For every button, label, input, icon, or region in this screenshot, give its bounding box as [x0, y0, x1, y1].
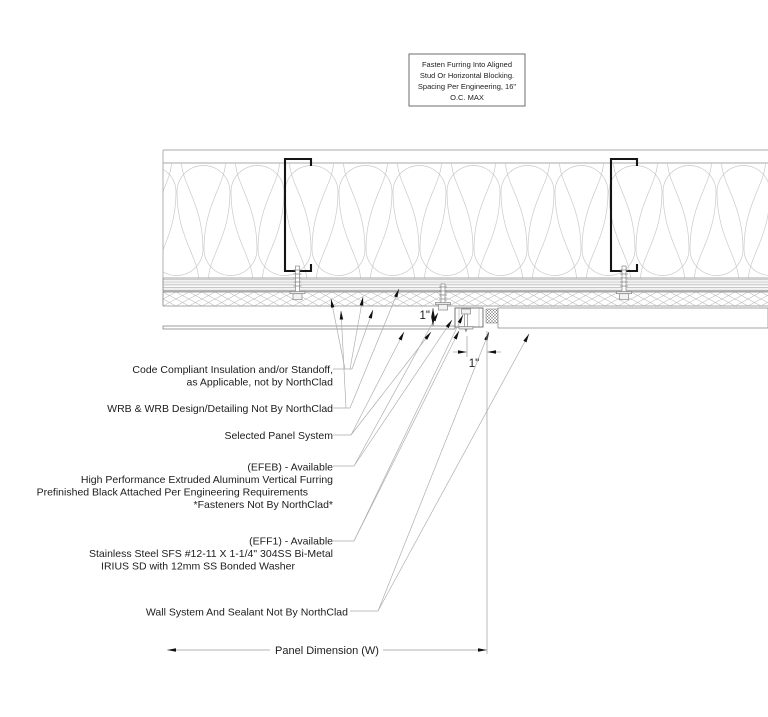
callout-efeb-line1: (EFEB) - Available [247, 461, 333, 474]
leader-line [378, 332, 489, 611]
dim-label-fastener-offset: 1" [468, 358, 480, 370]
callout-wall-system: Wall System And Sealant Not By NorthClad [145, 606, 348, 619]
wrb-layer [163, 278, 768, 291]
callout-eff1-line2: Stainless Steel SFS #12-11 X 1-1/4" 304SS Bi-Metal [89, 548, 333, 560]
leader-line [331, 299, 345, 369]
callout-efeb-line2: High Performance Extruded Aluminum Vertical Furring [80, 474, 333, 486]
leader-line [351, 332, 404, 435]
standoff-insulation-layer [163, 292, 768, 306]
callout-efeb-line3: Prefinished Black Attached Per Engineering Requirements [36, 486, 308, 499]
leader-line [350, 289, 399, 408]
leader-line [354, 313, 438, 466]
batt-insulation [163, 163, 768, 278]
wall-assembly [163, 150, 768, 306]
panel-left [163, 326, 455, 329]
callout-texts [37, 364, 349, 619]
callout-insulation-line1: Code Compliant Insulation and/or Standoff, [132, 364, 333, 376]
callout-eff1-line1: (EFF1) - Available [249, 535, 333, 548]
note-line1: Fasten Furring Into Aligned [421, 60, 513, 69]
callout-insulation-line2: as Applicable, not by NorthClad [186, 376, 333, 389]
callout-panel: Selected Panel System [224, 430, 333, 442]
dim-furring-depth [420, 308, 433, 326]
note-box [409, 54, 525, 106]
leader-line [354, 331, 459, 541]
callout-efeb-line4: *Fasteners Not By NorthClad* [193, 499, 333, 511]
adjacent-wall-system [498, 308, 768, 328]
callout-wrb: WRB & WRB Design/Detailing Not By NorthClad [107, 403, 333, 415]
note-line4: O.C. MAX [450, 93, 484, 102]
leader-line [350, 297, 363, 369]
leader-line [378, 334, 529, 611]
dim-label-panel-width: Panel Dimension (W) [275, 645, 379, 657]
leader-lines [331, 289, 529, 611]
leader-line [354, 315, 463, 541]
leader-line [341, 311, 346, 408]
sealant [486, 309, 498, 323]
dim-fastener-offset [453, 336, 501, 370]
top-track [163, 150, 768, 163]
note-line3: Spacing Per Engineering, 16" [417, 82, 517, 91]
callout-eff1-line3: IRIUS SD with 12mm SS Bonded Washer [101, 560, 295, 573]
note-line2: Stud Or Horizontal Blocking. [419, 71, 515, 80]
dim-label-furring-depth: 1" [419, 310, 430, 322]
leader-line [354, 320, 452, 466]
